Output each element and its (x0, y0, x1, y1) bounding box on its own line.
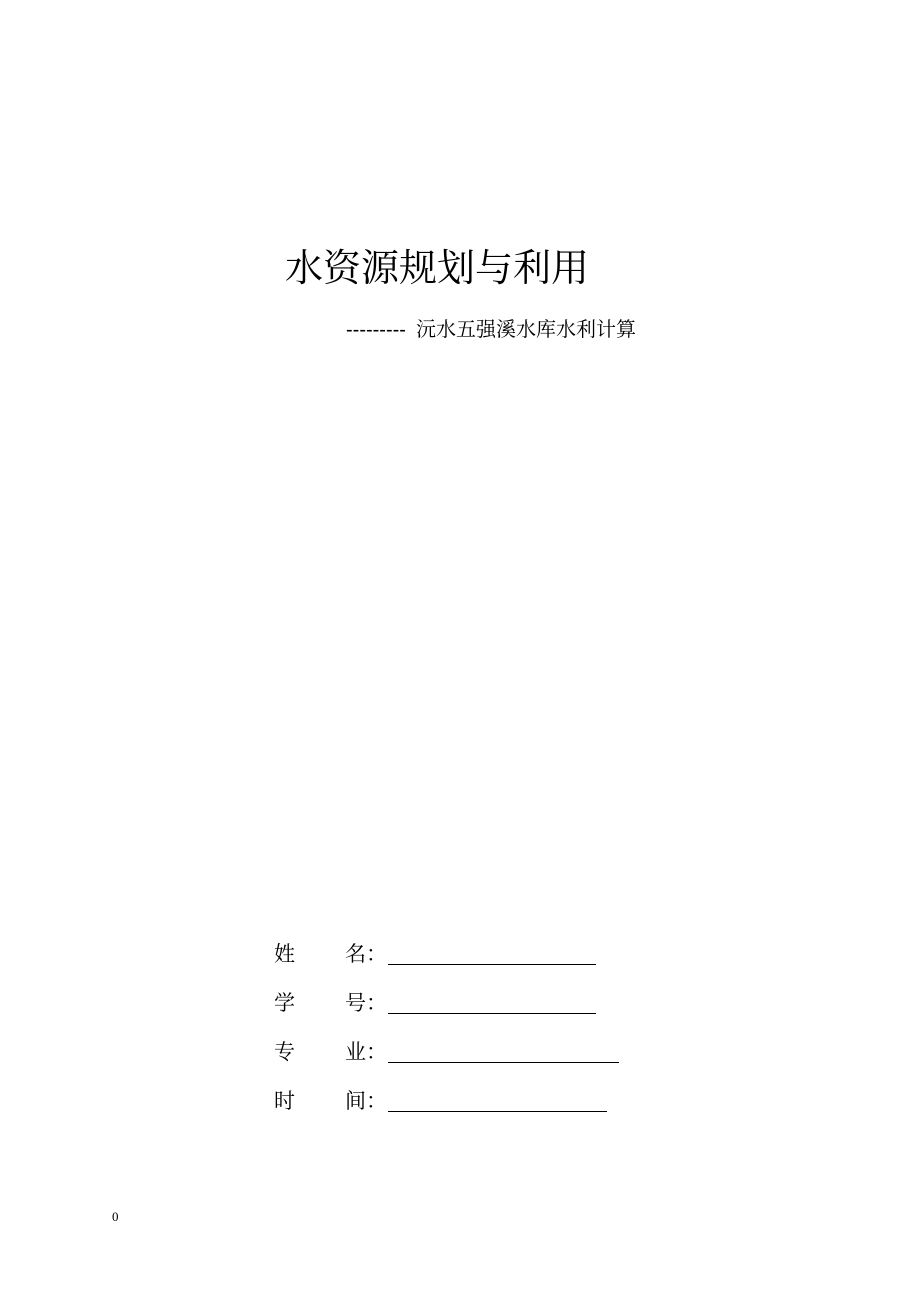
date-label-char1: 时 (274, 1089, 295, 1113)
info-row-name (274, 940, 619, 989)
major-blank-line[interactable] (388, 1038, 619, 1063)
name-blank-line[interactable] (388, 940, 596, 965)
major-label-colon: ： (366, 1040, 387, 1064)
major-label-char2: 业 (345, 1040, 366, 1064)
student-id-label-char2: 号 (345, 991, 366, 1015)
name-label-char2: 名 (345, 942, 366, 966)
date-label-colon: ： (366, 1089, 387, 1113)
document-title: 水资源规划与利用 (285, 246, 590, 290)
document-subtitle (346, 316, 636, 343)
info-row-date (274, 1087, 619, 1136)
major-label-char1: 专 (274, 1040, 295, 1064)
name-label-char1: 姓 (274, 942, 295, 966)
subtitle-text: 沅水五强溪水库水利计算 (415, 317, 636, 341)
page-number: 0 (112, 1209, 119, 1224)
date-blank-line[interactable] (388, 1087, 607, 1112)
student-info-form (274, 940, 619, 1136)
student-id-label-colon: ： (366, 991, 387, 1015)
student-id-label-char1: 学 (274, 991, 295, 1015)
date-label-char2: 间 (345, 1089, 366, 1113)
subtitle-dashes: --------- (346, 319, 406, 341)
info-row-student-id (274, 989, 619, 1038)
name-label-colon: ： (366, 942, 387, 966)
info-row-major (274, 1038, 619, 1087)
student-id-blank-line[interactable] (388, 989, 596, 1014)
